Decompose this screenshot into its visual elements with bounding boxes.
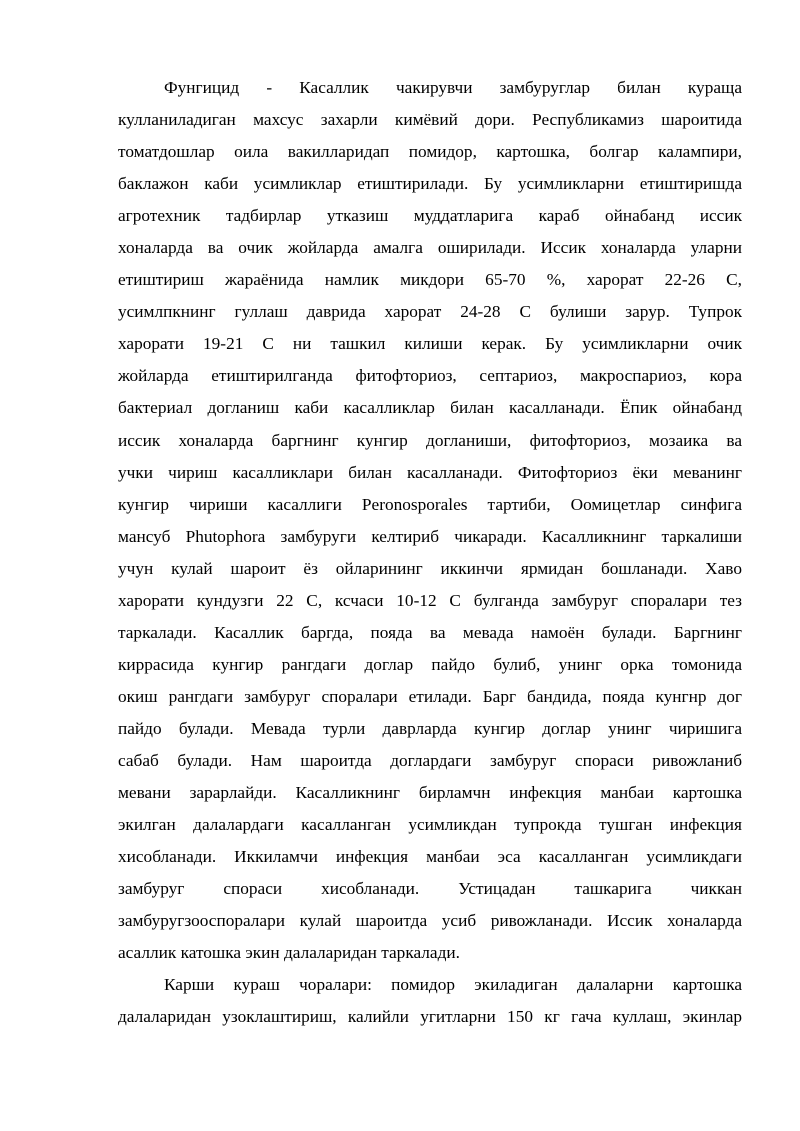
text-line: Фунгицид - Касаллик чакирувчи замбуруглар билан кураща (164, 78, 742, 97)
text-line: усимлпкнинг гуллаш даврида харорат 24-28 С булиши зарур. Тупрок (118, 302, 742, 322)
text-line: учун кулай шароит ёз ойларининг иккинчи ярмидан бошланади. Хаво (118, 558, 742, 578)
text-line: асаллик катошка экин далаларидан таркалади. (118, 943, 460, 963)
text-line: пайдо булади. Мевада турли даврларда кунгир доглар унинг чиришига (118, 718, 742, 738)
text-line: хисобланади. Иккиламчи инфекция манбаи эса касалланган усимликдаги (118, 847, 742, 867)
text-line: сабаб булади. Нам шароитда доглардаги замбуруг спораси ривожланиб (118, 750, 742, 770)
text-line: замбуругзооспоралари кулай шароитда усиб ривожланади. Иссик хоналарда (118, 911, 742, 931)
text-line: мансуб Phutophora замбуруги келтириб чикаради. Касалликнинг таркалиши (118, 526, 742, 546)
text-line: томатдошлар оила вакилларидап помидор, картошка, болгар калампири, (118, 142, 742, 162)
text-line: харорати кундузги 22 С, ксчаси 10-12 С булганда замбуруг споралари тез (118, 590, 742, 610)
text-line: кунгир чириши касаллиги Peronosporales тартиби, Оомицетлар синфига (118, 494, 742, 514)
paragraph-fungicide (118, 72, 742, 969)
text-line: учки чириш касалликлари билан касалланади. Фитофториоз ёки меванинг (118, 462, 742, 482)
text-line: Карши кураш чоралари: помидор экиладиган далаларни картошка (164, 975, 742, 995)
text-line: таркалади. Касаллик баргда, пояда ва мевада намоён булади. Баргнинг (118, 622, 742, 642)
text-line: харорати 19-21 С ни ташкил килиши керак. Бу усимликларни очик (118, 334, 742, 354)
text-line: киррасида кунгир рангдаги доглар пайдо булиб, унинг орка томонида (118, 654, 742, 674)
document-page (118, 72, 742, 1033)
text-line: мевани зарарлайди. Касалликнинг бирламчн инфекция манбаи картошка (118, 783, 742, 803)
text-line: хоналарда ва очик жойларда амалга оширилади. Иссик хоналарда уларни (118, 238, 742, 258)
text-line: кулланиладиган махсус захарли кимёвий дори. Республикамиз шароитида (118, 110, 742, 130)
text-line: баклажон каби усимликлар етиштирилади. Бу усимликларни етиштиришда (118, 174, 742, 194)
text-line: экилган далалардаги касалланган усимликдан тупрокда тушган инфекция (118, 815, 742, 835)
text-line: иссик хоналарда баргнинг кунгир догланиши, фитофториоз, мозаика ва (118, 430, 742, 450)
paragraph-control-measures (118, 969, 742, 1033)
text-line: замбуруг спораси хисобланади. Устицадан ташкарига чиккан (118, 879, 742, 899)
text-line: окиш рангдаги замбуруг споралари етилади. Барг бандида, пояда кунгнр дог (118, 686, 742, 706)
text-line: етиштириш жараёнида намлик микдори 65-70 %, харорат 22-26 С, (118, 270, 742, 290)
text-line: бактериал догланиш каби касалликлар билан касалланади. Ёпик ойнабанд (118, 398, 742, 418)
text-line: жойларда етиштирилганда фитофториоз, септариоз, макроспариоз, кора (118, 366, 742, 386)
text-line: далаларидан узоклаштириш, калийли угитларни 150 кг гача куллаш, экинлар (118, 1007, 742, 1027)
text-line: агротехник тадбирлар утказиш муддатларига караб ойнабанд иссик (118, 206, 742, 226)
